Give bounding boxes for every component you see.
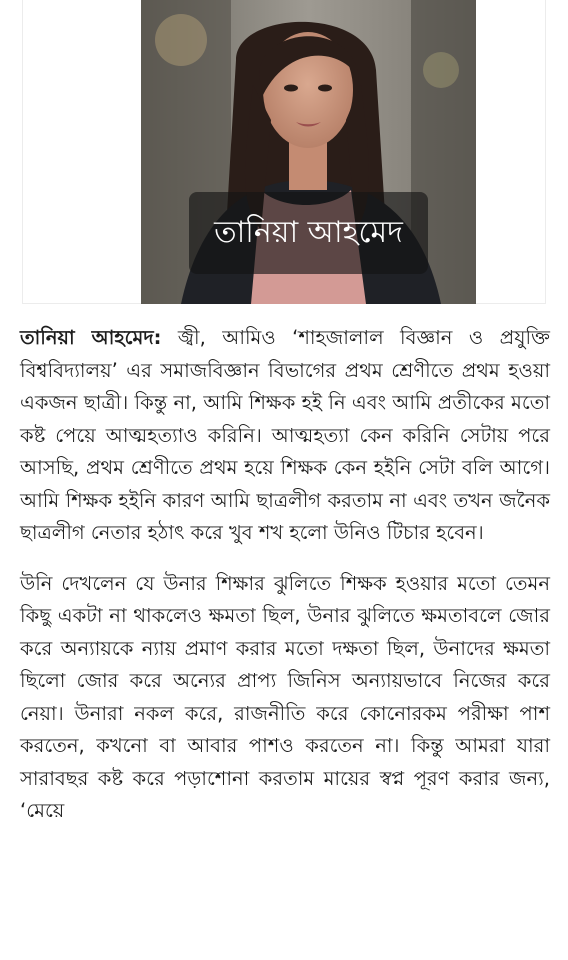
article-body	[20, 322, 550, 846]
portrait-photo[interactable]	[141, 0, 476, 304]
article-paragraph-1	[20, 322, 550, 550]
speaker-name: তানিয়া আহমেদ:	[20, 326, 162, 349]
paragraph-text: জ্বী, আমিও ‘শাহজালাল বিজ্ঞান ও প্রযুক্তি বিশ্ববিদ্যালয়’ এর সমাজবিজ্ঞান বিভাগের প্রথম শ্রেণীতে প্রথম হওয়া একজন ছাত্রী। কিন্তু না, আমি শিক্ষক হই নি এবং আমি প্রতীকের মতো কষ্ট পেয়ে আত্মহত্যাও করিনি। আত্মহত্যা কেন করিনি সেটায় পরে আসছি, প্রথম শ্রেণীতে প্রথম হয়ে শিক্ষক কেন হইনি সেটা বলি আগে। আমি শিক্ষক হইনি কারণ আমি ছাত্রলীগ করতাম না এবং তখন জনৈক ছাত্রলীগ নেতার হঠাৎ করে খুব শখ হলো উনিও টিচার হবেন।	[20, 326, 550, 544]
photo-caption: তানিয়া আহমেদ	[189, 192, 428, 274]
article-paragraph-2	[20, 568, 550, 828]
photo-card	[22, 0, 546, 304]
paragraph-text: উনি দেখলেন যে উনার শিক্ষার ঝুলিতে শিক্ষক হওয়ার মতো তেমন কিছু একটা না থাকলেও ক্ষমতা ছিল, উনার ঝুলিতে ক্ষমতাবলে জোর করে অন্যায়কে ন্যায় প্রমাণ করার মতো দক্ষতা ছিল, উনাদের ক্ষমতা ছিলো জোর করে অন্যের প্রাপ্য জিনিস অন্যায়ভাবে নিজের করে নেয়া। উনারা নকল করে, রাজনীতি করে কোনোরকম পরীক্ষা পাশ করতেন, কখনো বা আবার পাশও করতেন না। কিন্তু আমরা যারা সারাবছর কষ্ট করে পড়াশোনা করতাম মায়ের স্বপ্ন পূরণ করার জন্য, ‘মেয়ে	[20, 571, 550, 822]
